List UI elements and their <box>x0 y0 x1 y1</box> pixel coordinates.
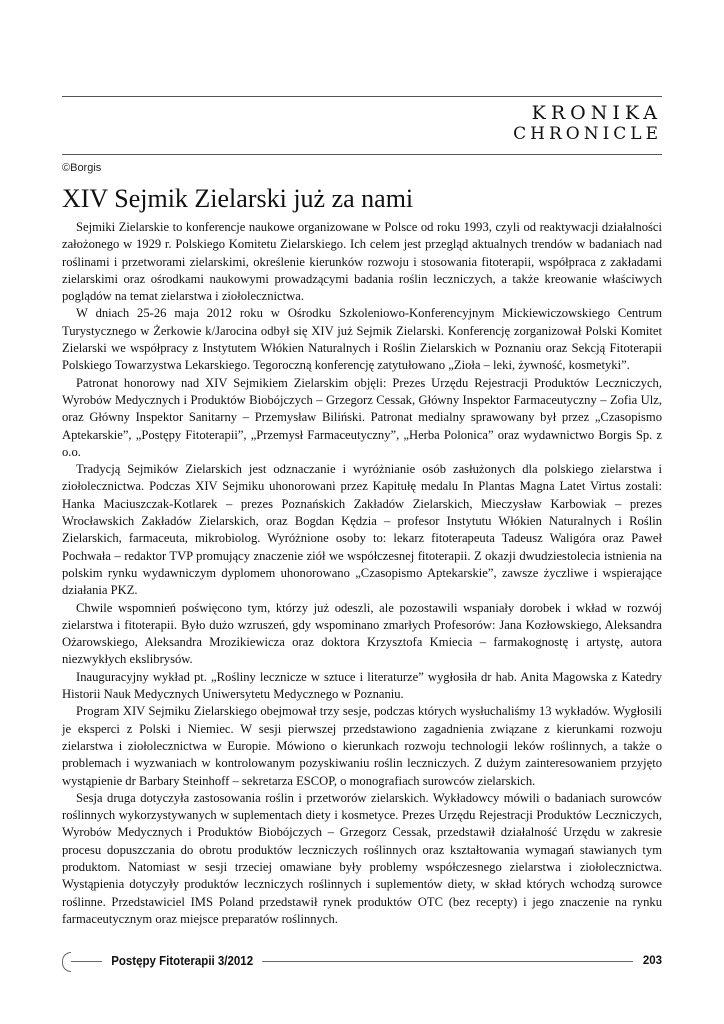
journal-name: Postępy Fitoterapii 3/2012 <box>102 952 262 970</box>
footer-bracket <box>62 952 71 972</box>
header-bottom-rule <box>62 154 662 155</box>
article-title: XIV Sejmik Zielarski już za nami <box>62 184 414 213</box>
article-body <box>62 219 662 928</box>
page-number: 203 <box>633 952 662 970</box>
paragraph: Sesja druga dotyczyła zastosowania roślin i przetworów zielarskich. Wykładowcy mówili o badaniach surowców roślinnych wykorzystywanych w suplementach diety i kosmetyce. Prezes Urzędu Rejestracji Produktów Leczniczych, Wyrobów Medycznych i Produktów Biobójczych – Grzegorz Cessak, przedstawił działalność Urzędu w zakresie procesu dopuszczania do obrotu produktów leczniczych roślinnych oraz kształtowania wymagań stawianych tym produktom. Natomiast w sesji trzeciej omawiane były problemy współczesnego zielarstwa i ziołolecznictwa. Wystąpienia dotyczyły produktów leczniczych roślinnych i suplementów diety, w skład których wchodzą surowce roślinne. Przedstawiciel IMS Poland przedstawił rynek produktów OTC (bez recepty) i jego znaczenie na rynku farmaceutycznym oraz miejsce preparatów roślinnych. <box>62 790 662 926</box>
section-title-pl: KRONIKA <box>531 102 662 124</box>
section-title-en: CHRONICLE <box>513 124 662 144</box>
paragraph: Inauguracyjny wykład pt. „Rośliny lecznicze w sztuce i literaturze” wygłosiła dr hab. Anita Magowska z Katedry Historii Nauk Medycznych Uniwersytetu Medycznego w Poznaniu. <box>62 669 662 702</box>
page-footer <box>62 952 662 970</box>
copyright-notice: ©Borgis <box>62 162 102 174</box>
paragraph: Sejmiki Zielarskie to konferencje naukowe organizowane w Polsce od roku 1993, czyli od reaktywacji działalności założonego w 1929 r. Polskiego Komitetu Zielarskiego. Ich celem jest przegląd aktualnych trendów w badaniach nad roślinami i przetworami zielarskimi, określenie kierunków rozwoju i stosowania fitoterapii, współpraca z zakładami zielarskimi oraz ośrodkami naukowymi prowadzącymi badania roślin leczniczych, a także kreowanie właściwych poglądów na temat zielarstwa i ziołolecznictwa. <box>62 220 662 304</box>
header-top-rule <box>62 96 662 97</box>
paragraph: Program XIV Sejmiku Zielarskiego obejmował trzy sesje, podczas których wysłuchaliśmy 13 wykładów. Wygłosili je eksperci z Polski i Niemiec. W sesji pierwszej przedstawiono zagadnienia związane z kierunkami rozwoju zielarstwa i ziołolecznictwa w Europie. Mówiono o kierunkach rozwoju technologii leków roślinnych, a także o problemach i wyzwaniach w kontrolowanym pozyskiwaniu roślin leczniczych. Z dużym zainteresowaniem przyjęto wystąpienie dr Barbary Steinhoff – sekretarza ESCOP, o monografiach surowców zielarskich. <box>62 704 662 788</box>
paragraph: Chwile wspomnień poświęcono tym, którzy już odeszli, ale pozostawili wspaniały dorobek i wkład w rozwój zielarstwa i fitoterapii. Było dużo wzruszeń, gdy wspominano zmarłych Profesorów: Jana Kozłowskiego, Aleksandra Ożarowskiego, Aleksandra Mrozikiewicza oraz doktora Krzysztofa Kmiecia – farmakognostę i artystę, autora niezwykłych ekslibrysów. <box>62 600 662 667</box>
paragraph: Patronat honorowy nad XIV Sejmikiem Zielarskim objęli: Prezes Urzędu Rejestracji Produktów Leczniczych, Wyrobów Medycznych i Produktów Biobójczych – Grzegorz Cessak, Główny Inspektor Farmaceutyczny – Zofia Ulz, oraz Główny Inspektor Sanitarny – Przemysław Biliński. Patronat medialny sprawowany był przez „Czasopismo Aptekarskie”, „Postępy Fitoterapii”, „Przemysł Farmaceutyczny”, „Herba Polonica” oraz wydawnictwo Borgis Sp. z o.o. <box>62 375 662 459</box>
paragraph: Tradycją Sejmików Zielarskich jest odznaczanie i wyróżnianie osób zasłużonych dla polskiego zielarstwa i ziołolecznictwa. Podczas XIV Sejmiku uhonorowani przez Kapitułę medalu In Plantas Magna Latet Virtus zostali: Hanka Maciuszczak-Kotlarek – prezes Poznańskich Zakładów Zielarskich, Mieczysław Karbowiak – prezes Wrocławskich Zakładów Zielarskich, oraz Bogdan Kędzia – profesor Instytutu Włókien Naturalnych i Roślin Zielarskich, farmaceuta, mikrobiolog. Wyróżnione osoby to: lekarz fitoterapeuta Tadeusz Waligóra oraz Paweł Pochwała – redaktor TVP promujący znaczenie ziół we współczesnej fitoterapii. Z okazji dwudziestolecia istnienia na polskim rynku wydawniczym dyplomem uhonorowano „Czasopismo Aptekarskie”, zawsze życzliwe i wspierające działania PKZ. <box>62 462 662 598</box>
paragraph: W dniach 25-26 maja 2012 roku w Ośrodku Szkoleniowo-Konferencyjnym Mickiewiczowskiego Centrum Turystycznego w Żerkowie k/Jarocina odbył się XIV już Sejmik Zielarski. Konferencję zorganizował Polski Komitet Zielarski we współpracy z Instytutem Włókien Naturalnych i Roślin Zielarskich w Poznaniu oraz Sekcją Fitoterapii Polskiego Towarzystwa Lekarskiego. Tegoroczną konferencję zatytułowano „Zioła – leki, żywność, kosmetyki”. <box>62 306 662 373</box>
